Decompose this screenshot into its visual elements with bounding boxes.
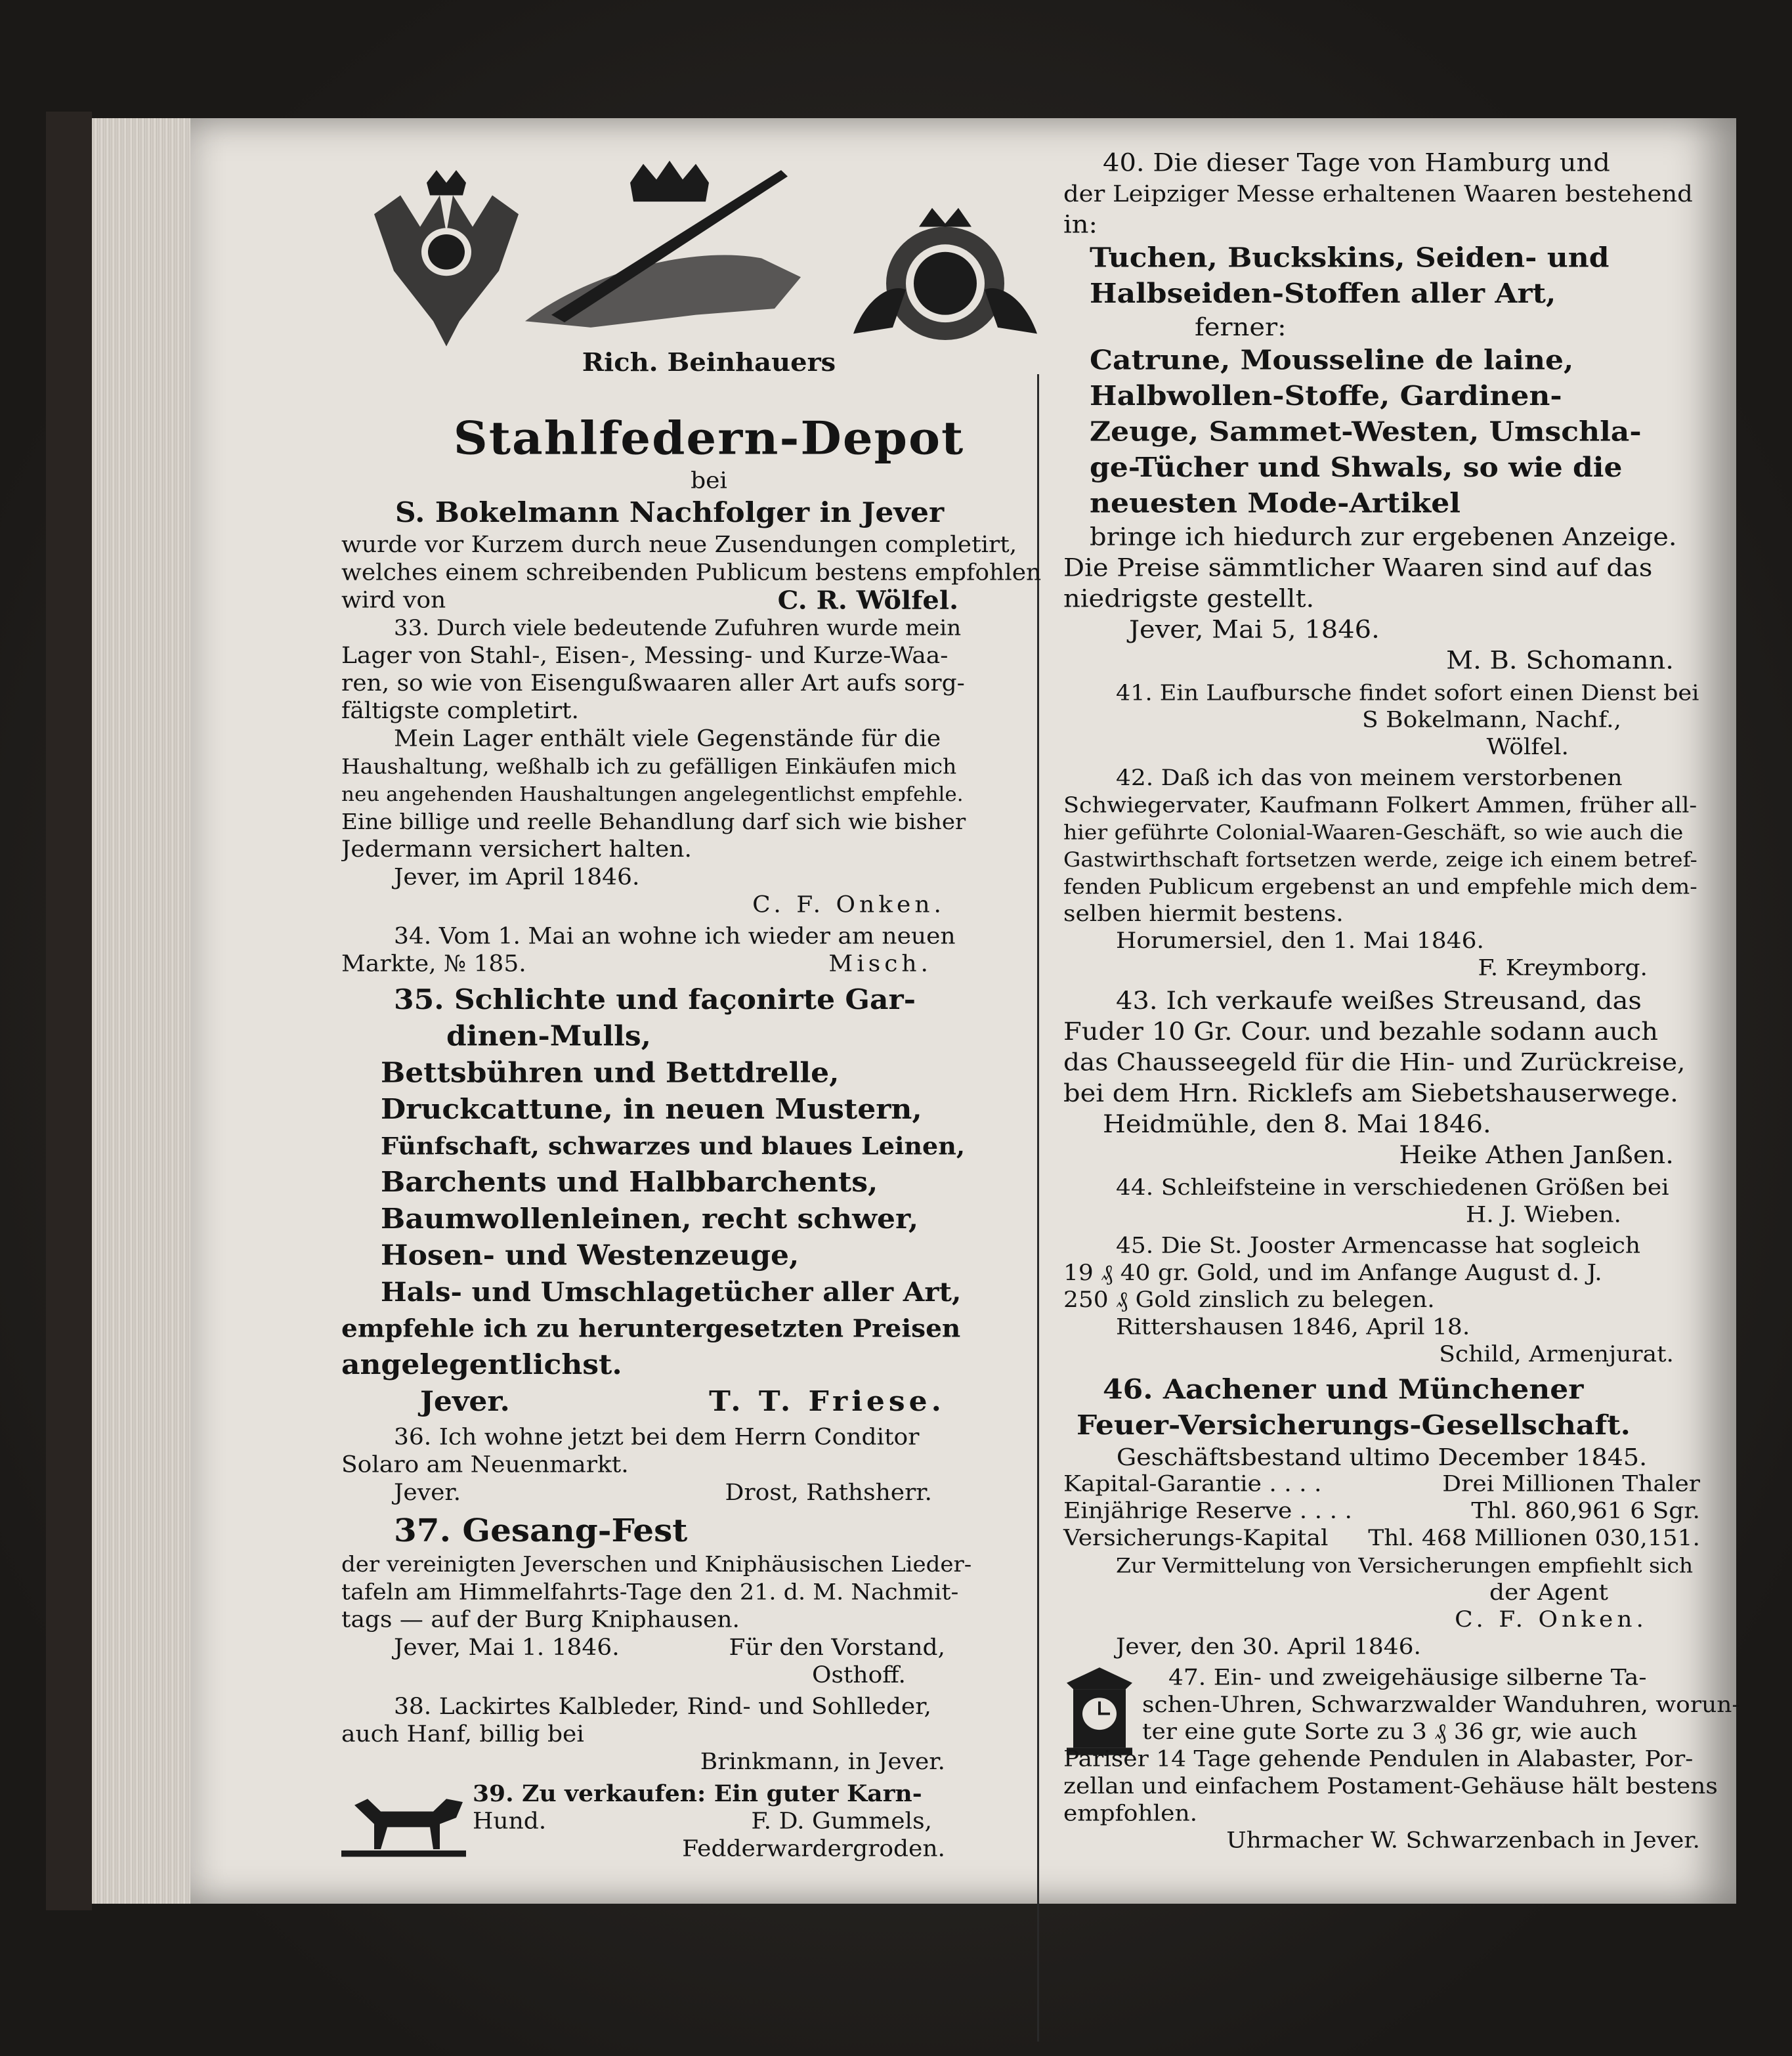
table-row xyxy=(1063,1498,1700,1525)
ad-line: bringe ich hiedurch zur ergebenen Anzeige. xyxy=(1090,523,1677,551)
ad-signature: C. F. Onken. xyxy=(1455,1607,1648,1633)
ad-35 xyxy=(341,982,971,1420)
ad-line: Lager von Stahl-, Eisen-, Messing- und Kurze-Waa- xyxy=(341,643,949,669)
ad-line: dinen-Mulls, xyxy=(446,1020,651,1053)
ad-signature: Osthoff. xyxy=(811,1662,906,1688)
row-label: Kapital-Garantie . . . . xyxy=(1063,1471,1322,1497)
ad-signature: Drost, Rathsherr. xyxy=(725,1480,932,1506)
right-column xyxy=(1063,148,1740,1854)
ad-line: ter eine gute Sorte zu 3 ₰ 36 gr, wie auch xyxy=(1142,1719,1638,1745)
ad-line: 40. Die dieser Tage von Hamburg und xyxy=(1103,148,1610,178)
ad-39-text xyxy=(473,1780,971,1864)
ad-line: ren, so wie von Eisengußwaaren aller Art aufs sorg- xyxy=(341,670,965,696)
ad-bold-line: ge-Tücher und Shwals, so wie die xyxy=(1090,452,1623,484)
ad-line: 42. Daß ich das von meinem verstorbenen xyxy=(1116,765,1623,791)
ad-40 xyxy=(1063,148,1700,676)
row-value: Thl. 860,961 6 Sgr. xyxy=(1471,1498,1700,1524)
ad-signature: Heike Athen Janßen. xyxy=(1399,1141,1674,1170)
ad-text: Markte, № 185. xyxy=(341,951,526,977)
ad-line: Pariser 14 Tage gehende Pendulen in Alabaster, Por- xyxy=(1063,1746,1694,1772)
ad-line: 250 ₰ Gold zinslich zu belegen. xyxy=(1063,1287,1435,1313)
row-value: Thl. 468 Millionen 030,151. xyxy=(1368,1525,1700,1551)
ad-signature: Schild, Armenjurat. xyxy=(1439,1341,1674,1367)
ad-44 xyxy=(1063,1174,1700,1229)
ad-line: schen-Uhren, Schwarzwalder Wanduhren, worun- xyxy=(1142,1692,1740,1718)
ad-line-with-sig xyxy=(473,1808,971,1835)
page-edges xyxy=(92,118,197,1904)
ad-signature: Fedderwardergroden. xyxy=(682,1835,945,1862)
ad-bold-line: Halbseiden-Stoffen aller Art, xyxy=(1090,278,1556,310)
ad-line: tags — auf der Burg Kniphausen. xyxy=(341,1606,740,1633)
ad-line: Solaro am Neuenmarkt. xyxy=(341,1452,629,1478)
ad-place: Jever, den 30. April 1846. xyxy=(1116,1634,1421,1660)
ad-line: empfohlen. xyxy=(1063,1801,1198,1826)
ad-41 xyxy=(1063,679,1700,761)
ad-line-with-sig xyxy=(341,951,971,978)
ad-line: der Agent xyxy=(1489,1579,1608,1606)
ad-line: 47. Ein- und zweigehäusige silberne Ta- xyxy=(1168,1665,1647,1690)
ad-line: Fünfschaft, schwarzes und blaues Leinen, xyxy=(381,1132,966,1161)
ad-signature: C. F. Onken. xyxy=(752,891,945,918)
ad-line: bei dem Hrn. Ricklefs am Siebetshauserwege. xyxy=(1063,1079,1678,1108)
ad-38 xyxy=(341,1693,971,1776)
table-row xyxy=(1063,1470,1700,1497)
ad-bold-line: neuesten Mode-Artikel xyxy=(1090,487,1461,519)
logo-signature: C. R. Wölfel. xyxy=(777,586,958,615)
ad-line: Fuder 10 Gr. Cour. und bezahle sodann auch xyxy=(1063,1017,1659,1046)
ad-line: auch Hanf, billig bei xyxy=(341,1721,584,1747)
ad-42 xyxy=(1063,765,1700,982)
ad-place: Jever. xyxy=(394,1480,461,1506)
ad-title: 37. Gesang-Fest xyxy=(394,1512,688,1549)
ad-line: 43. Ich verkaufe weißes Streusand, das xyxy=(1116,987,1642,1016)
newspaper-page xyxy=(190,118,1740,1904)
ad-signature: H. J. Wieben. xyxy=(1466,1202,1621,1228)
ad-line: selben hiermit bestens. xyxy=(1063,901,1344,927)
ad-signature: Wölfel. xyxy=(1486,734,1569,760)
logo-last-text: wird von xyxy=(341,587,446,614)
ad-text: Hund. xyxy=(473,1808,547,1834)
ad-36 xyxy=(341,1424,971,1507)
ad-signature: F. D. Gummels, xyxy=(751,1808,932,1834)
ad-line: Gastwirthschaft fortsetzen werde, zeige ich einem betref- xyxy=(1063,847,1697,872)
ad-line: 38. Lackirtes Kalbleder, Rind- und Sohlleder, xyxy=(394,1694,931,1720)
ad-line-with-sig xyxy=(341,1384,971,1421)
ad-title: Feuer-Versicherungs-Gesellschaft. xyxy=(1077,1409,1631,1442)
dog-icon xyxy=(341,1780,466,1862)
ad-bold-line: Tuchen, Buckskins, Seiden- und xyxy=(1090,242,1610,274)
row-label: Einjährige Reserve . . . . xyxy=(1063,1498,1352,1524)
ad-line: tafeln am Himmelfahrts-Tage den 21. d. M. Nachmit- xyxy=(341,1579,959,1606)
ad-signature: T. T. Friese. xyxy=(709,1385,945,1418)
logo-bei: bei xyxy=(691,467,727,494)
ad-47 xyxy=(1063,1664,1740,1827)
ad-line: niedrigste gestellt. xyxy=(1063,584,1315,613)
ad-line: Mein Lager enthält viele Gegenstände für die xyxy=(394,725,941,752)
ad-line: Eine billige und reelle Behandlung darf sich wie bisher xyxy=(341,809,966,835)
ad-line: neu angehenden Haushaltungen angelegentlichst empfehle. xyxy=(341,782,964,806)
ad-46 xyxy=(1063,1372,1700,1661)
ad-line: Rittershausen 1846, April 18. xyxy=(1116,1314,1470,1340)
ad-signature: F. Kreymborg. xyxy=(1478,955,1648,981)
ad-line-with-sig xyxy=(341,1634,971,1661)
logo-text-line: welches einem schreibenden Publicum bestens empfohlen xyxy=(341,559,1042,586)
ad-line: angelegentlichst. xyxy=(341,1348,622,1381)
logo-text-line: wurde vor Kurzem durch neue Zusendungen completirt, xyxy=(341,532,1017,558)
row-value: Drei Millionen Thaler xyxy=(1442,1471,1700,1497)
clock-icon xyxy=(1063,1664,1136,1757)
ad-line: in: xyxy=(1063,210,1098,240)
ad-line: das Chausseegeld für die Hin- und Zurückreise, xyxy=(1063,1048,1686,1077)
ad-43 xyxy=(1063,986,1700,1171)
eagle-crown-quill-icon xyxy=(354,158,1063,347)
ad-line: Barchents und Halbbarchents, xyxy=(381,1166,878,1199)
ad-line: Die Preise sämmtlicher Waaren sind auf das xyxy=(1063,553,1653,582)
ad-line: zellan und einfachem Postament-Gehäuse hält bestens xyxy=(1063,1773,1718,1799)
ad-line: Haushaltung, weßhalb ich zu gefälligen Einkäufen mich xyxy=(341,754,957,779)
ad-37 xyxy=(341,1510,971,1689)
ad-line: 35. Schlichte und façonirte Gar- xyxy=(394,983,916,1016)
ad-line: 39. Zu verkaufen: Ein guter Karn- xyxy=(473,1780,922,1807)
ad-line: 41. Ein Laufbursche findet sofort einen Dienst bei xyxy=(1116,681,1699,706)
ad-line: ferner: xyxy=(1195,312,1287,342)
ad-title: 46. Aachener und Münchener xyxy=(1103,1373,1584,1405)
row-label: Versicherungs-Kapital xyxy=(1063,1525,1329,1551)
ad-place: Jever, Mai 1. 1846. xyxy=(394,1635,620,1661)
ad-subtitle: Geschäftsbestand ultimo December 1845. xyxy=(1116,1443,1648,1471)
dog-illustration xyxy=(341,1780,473,1864)
ad-place: Jever, Mai 5, 1846. xyxy=(1129,615,1380,644)
ad-line: Jedermann versichert halten. xyxy=(341,836,692,863)
ad-line: Bettsbühren und Bettdrelle, xyxy=(381,1056,840,1089)
ad-line: 44. Schleifsteine in verschiedenen Größen bei xyxy=(1116,1175,1669,1201)
ad-line: Horumersiel, den 1. Mai 1846. xyxy=(1116,928,1484,954)
ad-bold-line: Zeuge, Sammet-Westen, Umschla- xyxy=(1090,416,1642,448)
ad-line: fältigste completirt. xyxy=(341,698,579,724)
ad-line-with-sig xyxy=(341,1479,971,1507)
ad-line: 19 ₰ 40 gr. Gold, und im Anfange August d. J. xyxy=(1063,1260,1602,1286)
ad-line: empfehle ich zu heruntergesetzten Preisen xyxy=(341,1314,961,1344)
ad-45 xyxy=(1063,1232,1700,1368)
stahlfedern-logo xyxy=(354,158,1063,409)
ad-line: Heidmühle, den 8. Mai 1846. xyxy=(1103,1110,1491,1139)
ad-line: 34. Vom 1. Mai an wohne ich wieder am neuen xyxy=(394,923,956,950)
ad-bold-line: Halbwollen-Stoffe, Gardinen- xyxy=(1090,380,1562,412)
ad-line: 45. Die St. Jooster Armencasse hat sogleich xyxy=(1116,1233,1641,1258)
ad-47-text xyxy=(1063,1664,1740,1827)
ad-signature: S Bokelmann, Nachf., xyxy=(1362,707,1621,733)
ad-39 xyxy=(341,1780,971,1864)
ad-33 xyxy=(341,614,971,919)
ad-bold-line: Catrune, Mousseline de laine, xyxy=(1090,344,1574,376)
ad-line: der vereinigten Jeverschen und Kniphäusischen Lieder- xyxy=(341,1552,971,1577)
ad-line: Druckcattune, in neuen Mustern, xyxy=(381,1093,922,1126)
ad-line: Hosen- und Westenzeuge, xyxy=(381,1239,800,1272)
ad-signature: Brinkmann, in Jever. xyxy=(700,1749,945,1775)
ad-line: fenden Publicum ergebenst an und empfehle mich dem- xyxy=(1063,874,1697,899)
ad-line: hier geführte Colonial-Waaren-Geschäft, so wie auch die xyxy=(1063,820,1684,845)
ad-line: Schwiegervater, Kaufmann Folkert Ammen, früher all- xyxy=(1063,793,1697,818)
ad-line: 33. Durch viele bedeutende Zufuhren wurde mein xyxy=(394,615,962,641)
logo-firm: S. Bokelmann Nachfolger in Jever xyxy=(395,496,945,529)
ad-line: Hals- und Umschlagetücher aller Art, xyxy=(381,1276,962,1308)
book-cover-edge xyxy=(46,112,92,1910)
table-row xyxy=(1063,1525,1700,1552)
ad-line: 36. Ich wohne jetzt bei dem Herrn Conditor xyxy=(394,1424,920,1451)
logo-last-line xyxy=(341,587,958,614)
ad-34 xyxy=(341,923,971,978)
ad-place: Jever. xyxy=(420,1385,510,1418)
ad-line: Baumwollenleinen, recht schwer, xyxy=(381,1203,919,1235)
ad-signature: Misch. xyxy=(828,951,932,977)
logo-heading: Rich. Beinhauers xyxy=(582,349,836,377)
logo-title: Stahlfedern-Depot xyxy=(453,411,965,465)
ad-signature: M. B. Schomann. xyxy=(1446,646,1674,675)
ad-line: Jever, im April 1846. xyxy=(394,864,640,890)
ad-signature: Für den Vorstand, xyxy=(729,1635,945,1661)
ad-line: der Leipziger Messe erhaltenen Waaren bestehend xyxy=(1063,180,1693,207)
ad-signature: Uhrmacher W. Schwarzenbach in Jever. xyxy=(1226,1828,1700,1854)
right-column-content xyxy=(1063,148,1740,1854)
ad-line: Zur Vermittelung von Versicherungen empfiehlt sich xyxy=(1116,1553,1694,1577)
